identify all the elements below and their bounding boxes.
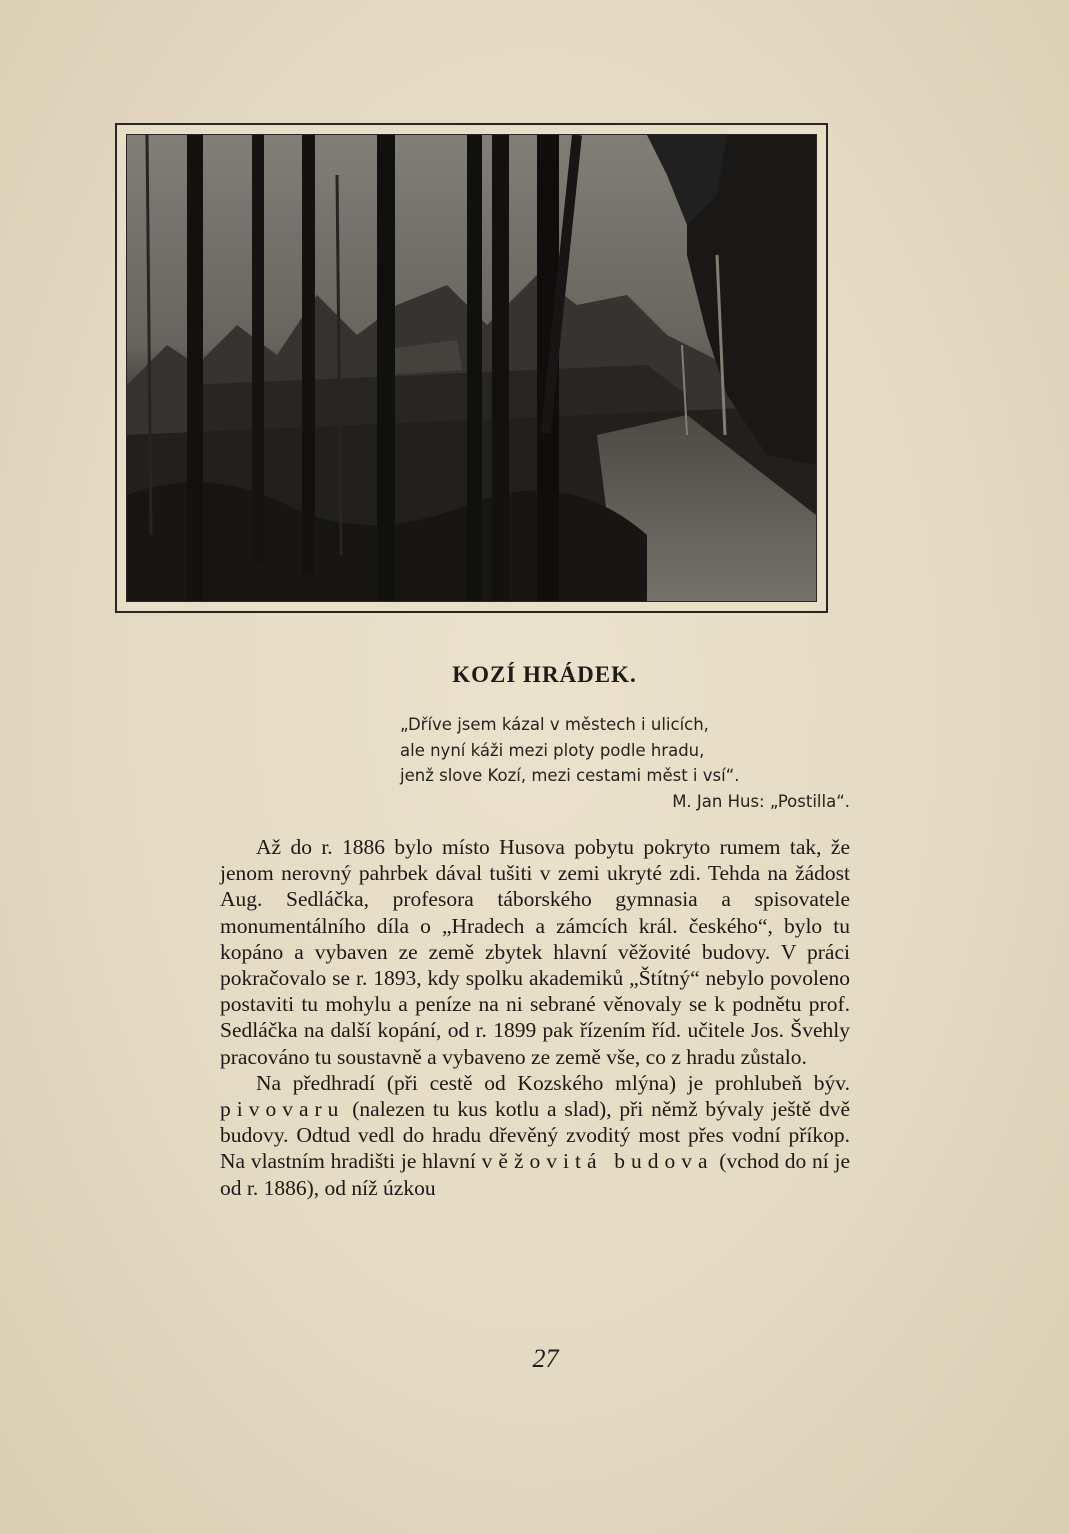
- paragraph-2: [220, 1070, 850, 1201]
- epigraph-line: ale nyní káži mezi ploty podle hradu,: [400, 740, 705, 760]
- paragraph-2-part-b: (nalezen tu kus kotlu a slad), při němž bývaly ještě dvě budovy. Odtud vedl do hradu dřevěný zvoditý most přes vodní příkop. Na vlastním hradišti je hlavní: [220, 1097, 850, 1174]
- epigraph: [400, 712, 860, 814]
- forest-photograph: [126, 134, 817, 602]
- paragraph-2-part-a: Na předhradí (při cestě od Kozského mlýna) je prohlubeň býv.: [256, 1070, 850, 1095]
- emphasized-term-budova: věžovitá budova: [481, 1149, 714, 1174]
- epigraph-attribution: M. Jan Hus: „Postilla“.: [672, 791, 850, 811]
- paragraph-2-part-c: (vchod do ní je od r. 1886), od níž úzkou: [220, 1149, 850, 1200]
- epigraph-line: „Dříve jsem kázal v městech i ulicích,: [400, 715, 709, 734]
- chapter-heading: KOZÍ HRÁDEK.: [452, 662, 637, 687]
- page-number: 27: [532, 1344, 559, 1373]
- body-text: [220, 834, 850, 1201]
- emphasized-term-pivovaru: pivovaru: [220, 1097, 345, 1122]
- paragraph-1: Až do r. 1886 bylo místo Husova pobytu pokryto rumem tak, že jenom nerovný pahrbek dával tušiti v zemi ukryté zdi. Tehda na žádost Aug. Sedláčka, profesora táborského gymnasia a spisovatele monumentálního díla o „Hradech a zámcích král. českého“, bylo tu kopáno a vybaven ze země zbytek hlavní věžovité budovy. V práci pokračovalo se r. 1893, kdy spolku akademiků „Štítný“ nebylo povoleno postaviti tu mohylu a peníze na ni sebrané věnovaly se k podnětu prof. Sedláčka na další kopání, od r. 1899 pak řízením říd. učitele Jos. Švehly pracováno tu soustavně a vybaveno ze země vše, co z hradu zůstalo.: [220, 835, 850, 1069]
- photo-frame: [115, 123, 828, 613]
- epigraph-line: jenž slove Kozí, mezi cestami měst i vsí“.: [400, 766, 740, 785]
